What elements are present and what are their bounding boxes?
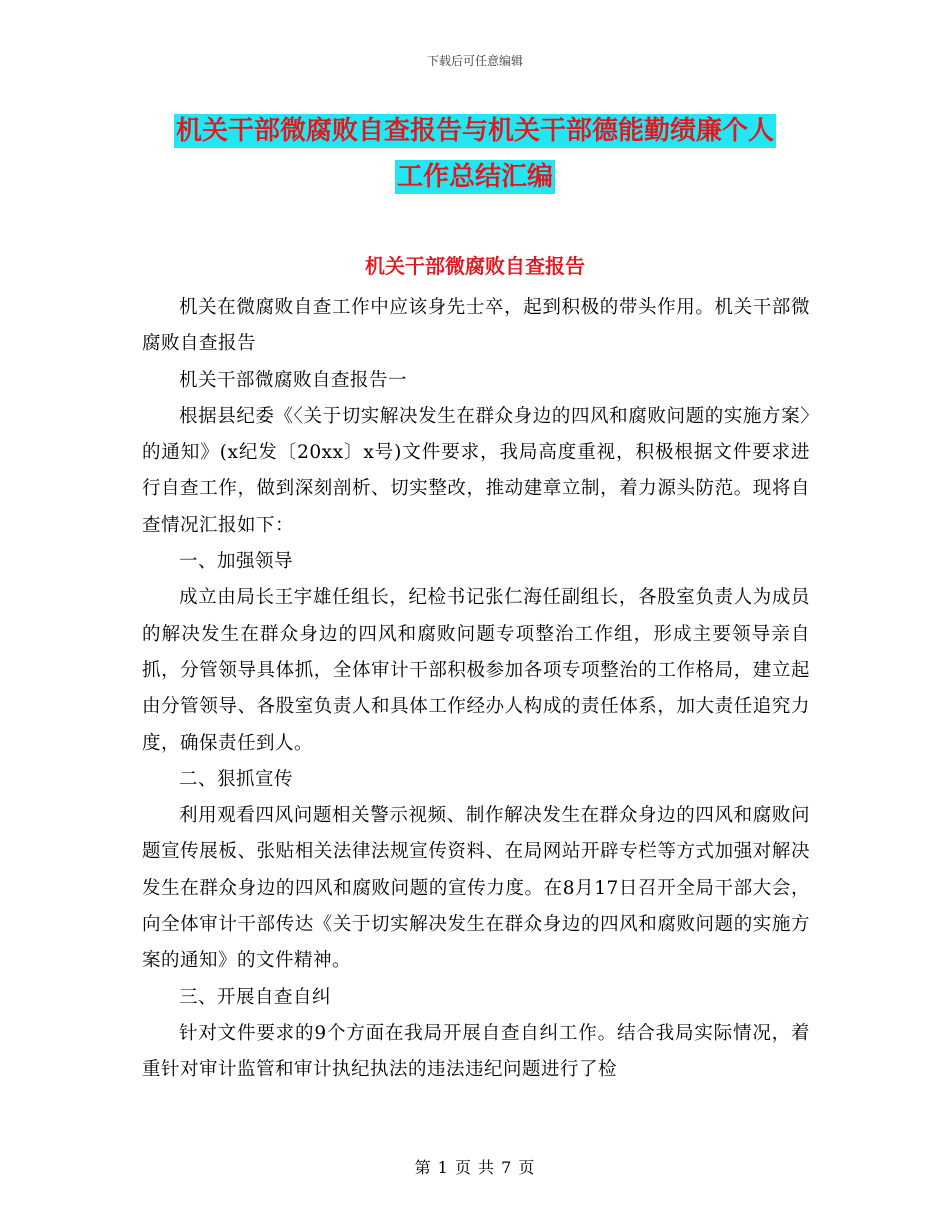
document-body — [142, 290, 810, 1089]
section-title: 机关干部微腐败自查报告 — [365, 254, 585, 278]
paragraph-heading: 二、狠抓宣传 — [179, 768, 294, 790]
paragraph: 根据县纪委《〈关于切实解决发生在群众身边的四风和腐败问题的实施方案〉的通知》(x纪发〔20xx〕x号)文件要求，我局高度重视，积极根据文件要求进行自查工作，做到深刻剖析、切实整改，推动建章立制，着力源头防范。现将自查情况汇报如下： — [142, 405, 810, 536]
document-title-line-1: 机关干部微腐败自查报告与机关干部德能勤绩廉个人 — [175, 116, 774, 146]
page-number-footer: 第 1 页 共 7 页 — [414, 1158, 536, 1177]
paragraph: 利用观看四风问题相关警示视频、制作解决发生在群众身边的四风和腐败问题宣传展板、张贴相关法律法规宣传资料、在局网站开辟专栏等方式加强对解决发生在群众身边的四风和腐败问题的宣传力度。在8月17日召开全局干部大会，向全体审计干部传达《关于切实解决发生在群众身边的四风和腐败问题的实施方案的通知》的文件精神。 — [142, 805, 810, 972]
paragraph: 针对文件要求的9个方面在我局开展自查自纠工作。结合我局实际情况，着重针对审计监管和审计执纪执法的违法违纪问题进行了检 — [142, 1022, 810, 1081]
document-title — [0, 108, 950, 200]
paragraph: 机关在微腐败自查工作中应该身先士卒，起到积极的带头作用。机关干部微腐败自查报告 — [142, 297, 810, 355]
paragraph: 成立由局长王宇雄任组长，纪检书记张仁海任副组长，各股室负责人为成员的解决发生在群众身边的四风和腐败问题专项整治工作组，形成主要领导亲自抓，分管领导具体抓，全体审计干部积极参加各项专项整治的工作格局，建立起由分管领导、各股室负责人和具体工作经办人构成的责任体系，加大责任追究力度，确保责任到人。 — [142, 587, 810, 754]
paragraph-heading: 三、开展自查自纠 — [179, 986, 332, 1008]
page-header-note: 下载后可任意编辑 — [426, 54, 523, 68]
paragraph-heading: 一、加强领导 — [179, 551, 294, 573]
document-title-line-2: 工作总结汇编 — [396, 162, 553, 192]
paragraph: 机关干部微腐败自查报告一 — [179, 369, 408, 391]
